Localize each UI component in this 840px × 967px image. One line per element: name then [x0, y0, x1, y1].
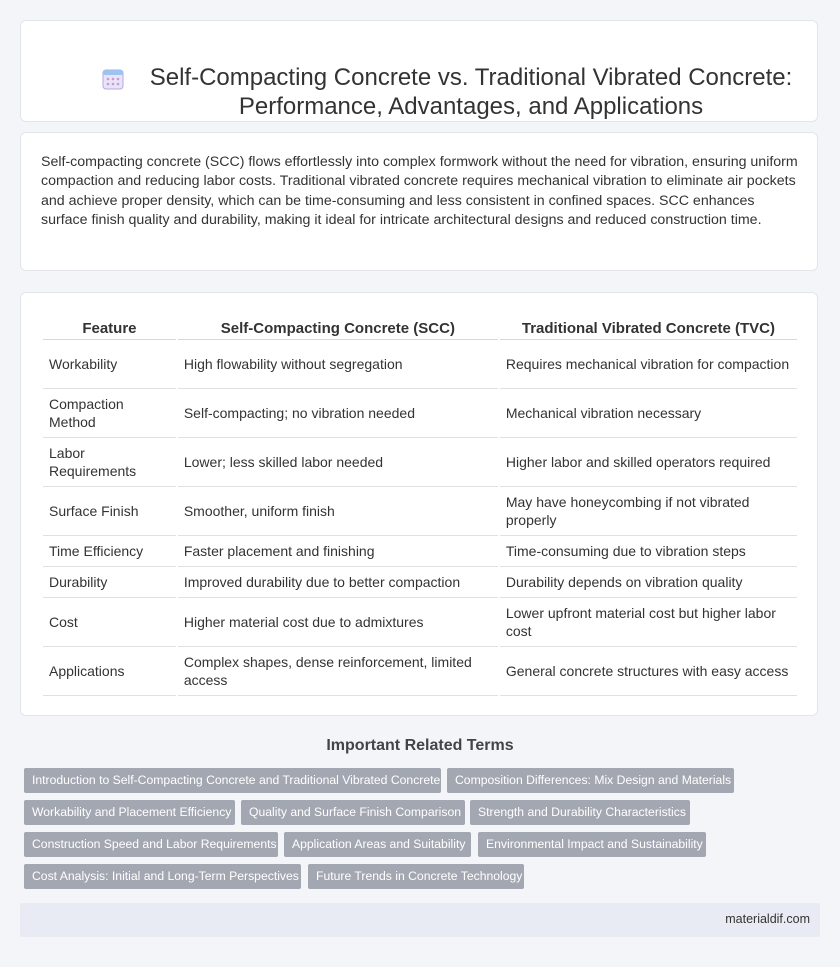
feature-cell: Compaction Method: [43, 389, 176, 438]
table-row: [43, 647, 797, 696]
header-scc: Self-Compacting Concrete (SCC): [178, 313, 498, 340]
table-row: [43, 389, 797, 438]
feature-cell: Surface Finish: [43, 487, 176, 536]
table-row: [43, 487, 797, 536]
related-term-tag[interactable]: Cost Analysis: Initial and Long-Term Perspectives: [24, 864, 301, 889]
comparison-table-card: [20, 292, 818, 716]
scc-cell: Complex shapes, dense reinforcement, limited access: [178, 647, 498, 696]
table-row: [43, 340, 797, 389]
tvc-cell: Lower upfront material cost but higher labor cost: [500, 598, 797, 647]
feature-cell: Durability: [43, 567, 176, 598]
tvc-cell: Mechanical vibration necessary: [500, 389, 797, 438]
scc-cell: Self-compacting; no vibration needed: [178, 389, 498, 438]
related-term-tag[interactable]: Introduction to Self-Compacting Concrete and Traditional Vibrated Concrete: [24, 768, 441, 793]
scc-cell: Faster placement and finishing: [178, 536, 498, 567]
tvc-cell: Time-consuming due to vibration steps: [500, 536, 797, 567]
tvc-cell: May have honeycombing if not vibrated properly: [500, 487, 797, 536]
feature-cell: Cost: [43, 598, 176, 647]
tvc-cell: Higher labor and skilled operators required: [500, 438, 797, 487]
related-term-tag[interactable]: Strength and Durability Characteristics: [470, 800, 690, 825]
feature-cell: Applications: [43, 647, 176, 696]
footer-site-name[interactable]: materialdif.com: [725, 912, 810, 926]
page-title: Self-Compacting Concrete vs. Traditional Vibrated Concrete: Performance, Advantages, and Applications: [149, 64, 793, 120]
tvc-cell: Durability depends on vibration quality: [500, 567, 797, 598]
feature-cell: Labor Requirements: [43, 438, 176, 487]
table-row: [43, 438, 797, 487]
header-tvc: Traditional Vibrated Concrete (TVC): [500, 313, 797, 340]
scc-cell: Improved durability due to better compaction: [178, 567, 498, 598]
tvc-cell: Requires mechanical vibration for compaction: [500, 340, 797, 389]
intro-paragraph: Self-compacting concrete (SCC) flows effortlessly into complex formwork without the need for vibration, ensuring uniform compaction and reducing labor costs. Traditional vibrated concrete requires mechanical vibration to eliminate air pockets and achieve proper density, which can be time-consuming and less consistent in confined spaces. SCC enhances surface finish quality and durability, making it ideal for intricate architectural designs and reduced construction time.: [41, 154, 798, 229]
related-term-tag[interactable]: Application Areas and Suitability: [284, 832, 471, 857]
table-row: [43, 567, 797, 598]
scc-cell: Higher material cost due to admixtures: [178, 598, 498, 647]
tvc-cell: General concrete structures with easy access: [500, 647, 797, 696]
title-card: [20, 20, 818, 122]
scc-cell: High flowability without segregation: [178, 340, 498, 389]
related-term-tag[interactable]: Construction Speed and Labor Requirements: [24, 832, 278, 857]
related-term-tag[interactable]: Composition Differences: Mix Design and Materials: [447, 768, 734, 793]
footer: [20, 903, 820, 937]
comparison-table: [41, 313, 799, 696]
intro-card: [20, 132, 818, 271]
related-term-tag[interactable]: Workability and Placement Efficiency: [24, 800, 235, 825]
calendar-grid-icon: [101, 67, 125, 91]
related-term-tag[interactable]: Future Trends in Concrete Technology: [308, 864, 524, 889]
related-term-tag[interactable]: Environmental Impact and Sustainability: [478, 832, 706, 857]
feature-cell: Time Efficiency: [43, 536, 176, 567]
table-row: [43, 598, 797, 647]
related-term-tag[interactable]: Quality and Surface Finish Comparison: [241, 800, 465, 825]
scc-cell: Lower; less skilled labor needed: [178, 438, 498, 487]
header-feature: Feature: [43, 313, 176, 340]
table-header-row: [43, 313, 797, 340]
feature-cell: Workability: [43, 340, 176, 389]
related-terms-title: Important Related Terms: [326, 737, 514, 754]
scc-cell: Smoother, uniform finish: [178, 487, 498, 536]
table-row: [43, 536, 797, 567]
